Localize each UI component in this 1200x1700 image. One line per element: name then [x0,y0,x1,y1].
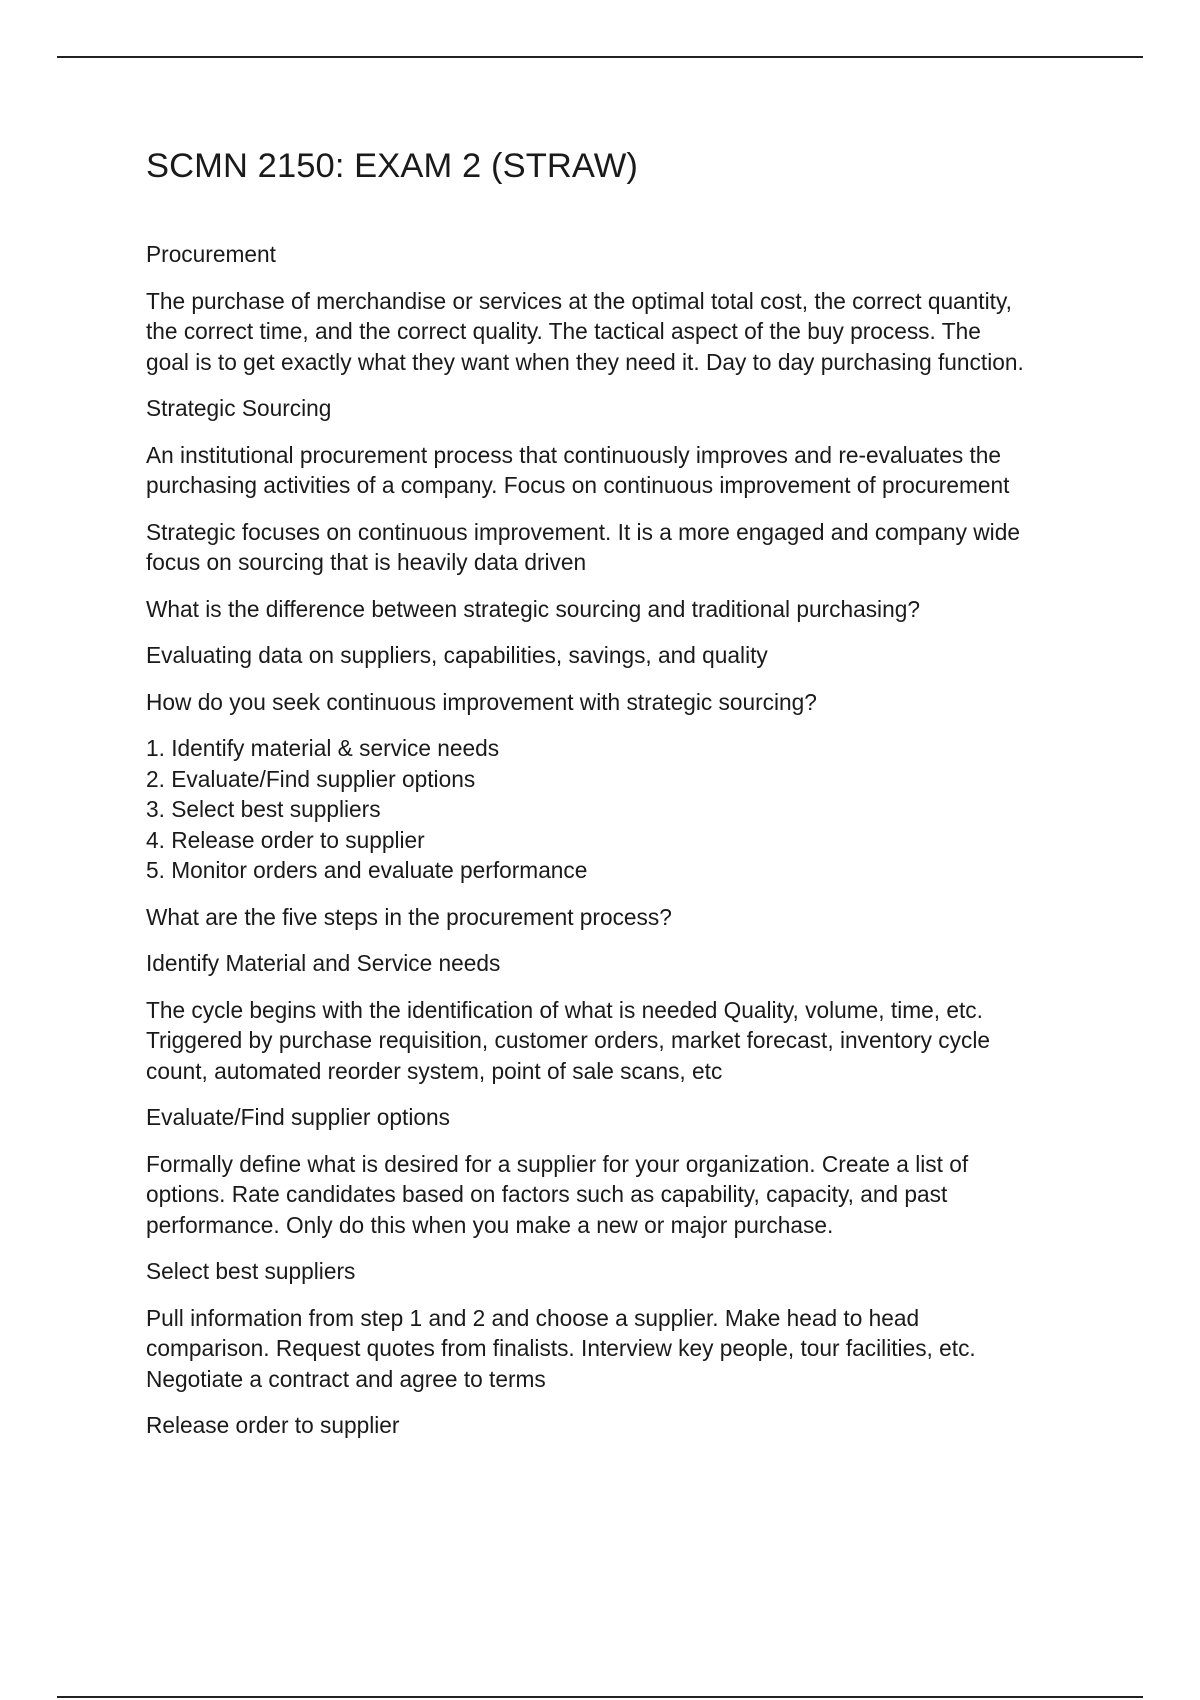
question-continuous-improvement: How do you seek continuous improvement with strategic sourcing? [146,688,817,715]
term-release-order: Release order to supplier [146,1412,400,1438]
document-title: SCMN 2150: EXAM 2 (STRAW) [146,147,638,185]
document-body [146,140,1106,1457]
term-identify-needs: Identify Material and Service needs [146,950,501,976]
term-select-suppliers: Select best suppliers [146,1258,356,1284]
answer-continuous-improvement: Evaluating data on suppliers, capabilities, savings, and quality [146,642,768,668]
term-strategic-sourcing: Strategic Sourcing [146,395,332,421]
question-five-steps: What are the five steps in the procurement process? [146,903,672,930]
top-divider [57,56,1143,58]
term-evaluate-suppliers: Evaluate/Find supplier options [146,1104,450,1130]
definition-select-suppliers: Pull information from step 1 and 2 and choose a supplier. Make head to head comparison. Request quotes from finalists. Interview key people, tour facilities, etc. Negotiate a contract and agree to terms [146,1304,976,1392]
definition-identify-needs: The cycle begins with the identification of what is needed Quality, volume, time, etc. Triggered by purchase requisition, customer orders, market forecast, inventory cycle count, automated reorder system, point of sale scans, etc [146,996,990,1084]
term-procurement: Procurement [146,241,276,267]
answer-strategic-vs-traditional: Strategic focuses on continuous improvement. It is a more engaged and company wide focus on sourcing that is heavily data driven [146,518,1020,575]
bottom-divider [57,1696,1143,1698]
definition-procurement: The purchase of merchandise or services at the optimal total cost, the correct quantity, the correct time, and the correct quality. The tactical aspect of the buy process. The goal is to get exactly what they want when they need it. Day to day purchasing function. [146,287,1024,375]
question-strategic-vs-traditional: What is the difference between strategic sourcing and traditional purchasing? [146,595,920,622]
procurement-steps-list: 1. Identify material & service needs 2. Evaluate/Find supplier options 3. Select best suppliers 4. Release order to supplier 5. Monitor orders and evaluate performance [146,735,588,883]
definition-strategic-sourcing: An institutional procurement process that continuously improves and re-evaluates the purchasing activities of a company. Focus on continuous improvement of procurement [146,441,1010,498]
definition-evaluate-suppliers: Formally define what is desired for a supplier for your organization. Create a list of options. Rate candidates based on factors such as capability, capacity, and past performance. Only do this when you make a new or major purchase. [146,1150,969,1238]
